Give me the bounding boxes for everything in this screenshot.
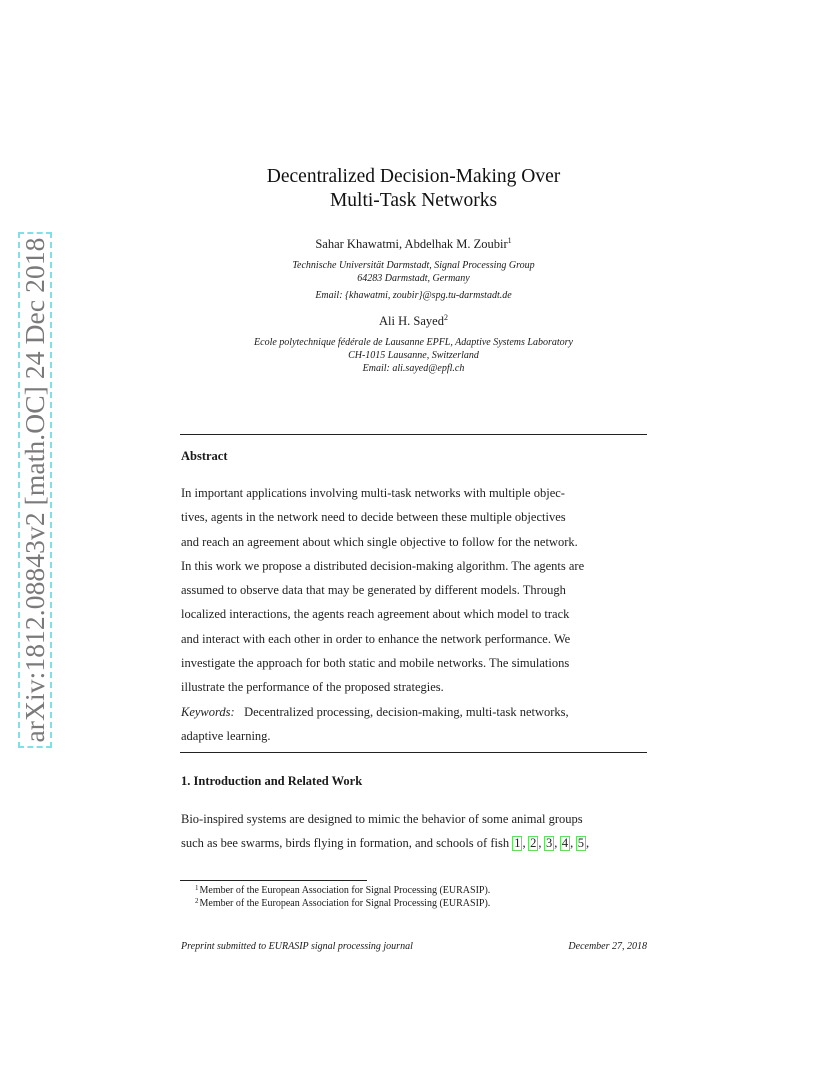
authors-1-footnote-mark[interactable]: 1 — [507, 236, 512, 245]
arxiv-stamp[interactable]: arXiv:1812.08843v2 [math.OC] 24 Dec 2018 — [19, 237, 50, 743]
keywords-text: Decentralized processing, decision-making, multi-task networks, — [244, 704, 569, 719]
footnote-text: Member of the European Association for Signal Processing (EURASIP). — [199, 898, 491, 909]
authors-2-names: Ali H. Sayed — [379, 314, 444, 328]
citation-link[interactable]: 3 — [545, 836, 553, 851]
affiliation-1-line-2: 64283 Darmstadt, Germany — [357, 273, 470, 284]
abstract-line: investigate the approach for both static and mobile networks. The simulations — [181, 656, 570, 671]
footnote-text: Member of the European Association for Signal Processing (EURASIP). — [199, 885, 491, 896]
footnote-2 — [195, 895, 490, 910]
affiliation-1-email: Email: {khawatmi, zoubir}@spg.tu-darmstadt.de — [315, 290, 512, 301]
affiliation-2-email: Email: ali.sayed@epfl.ch — [362, 363, 465, 374]
intro-paragraph — [181, 807, 647, 856]
paper-title-line-2: Multi-Task Networks — [329, 190, 498, 211]
abstract-line: localized interactions, the agents reach agreement about which model to track — [181, 607, 570, 622]
intro-line-2: such as bee swarms, birds flying in formation, and schools of fish 1 , 2 , 3 , 4 , 5 , — [181, 836, 590, 851]
abstract-line: In important applications involving multi-task networks with multiple objec- — [181, 486, 565, 500]
abstract-line: tives, agents in the network need to decide between these multiple objectives — [181, 510, 566, 525]
abstract-line: illustrate the performance of the proposed strategies. — [181, 680, 444, 695]
abstract-bottom-rule — [180, 752, 647, 753]
abstract-line: and reach an agreement about which single objective to follow for the network. — [181, 534, 578, 549]
authors-1-names: Sahar Khawatmi, Abdelhak M. Zoubir — [315, 237, 508, 251]
abstract-line: In this work we propose a distributed decision-making algorithm. The agents are — [181, 558, 585, 573]
abstract-line: assumed to observe data that may be generated by different models. Through — [181, 583, 566, 598]
affiliation-1-line-1: Technische Universität Darmstadt, Signal Processing Group — [292, 260, 535, 271]
footnote-mark: 1 — [195, 884, 199, 892]
authors-group-2 — [180, 313, 647, 329]
abstract-top-rule — [180, 434, 647, 435]
footnote-mark: 2 — [195, 897, 199, 905]
citation-link[interactable]: 4 — [561, 836, 569, 851]
intro-line-2-text: such as bee swarms, birds flying in formation, and schools of fish — [181, 836, 513, 851]
section-heading: 1. Introduction and Related Work — [181, 774, 363, 788]
citation-link[interactable]: 5 — [577, 836, 585, 851]
authors-group-1 — [180, 236, 647, 252]
abstract-line: and interact with each other in order to enhance the network performance. We — [181, 631, 571, 646]
keywords-line-2: adaptive learning. — [181, 728, 271, 743]
intro-line-2-end: , — [586, 836, 590, 851]
footer-preprint-note: Preprint submitted to EURASIP signal processing journal — [181, 941, 413, 952]
abstract-heading: Abstract — [181, 449, 228, 463]
footer-date: December 27, 2018 — [568, 941, 647, 952]
keywords-label: Keywords: — [181, 704, 235, 719]
authors-2-footnote-mark[interactable]: 2 — [443, 313, 448, 322]
intro-line-1: Bio-inspired systems are designed to mimic the behavior of some animal groups — [181, 812, 583, 826]
affiliation-2-line-1: Ecole polytechnique fédérale de Lausanne EPFL, Adaptive Systems Laboratory — [254, 337, 573, 348]
paper-title-line-1: Decentralized Decision-Making Over — [266, 166, 561, 187]
affiliation-2-line-2: CH-1015 Lausanne, Switzerland — [348, 350, 479, 361]
abstract-body — [181, 481, 647, 748]
citation-link[interactable]: 1 — [514, 836, 521, 851]
keywords-line-1 — [181, 700, 647, 724]
citation-link[interactable]: 2 — [530, 836, 537, 851]
footnote-rule — [180, 880, 367, 881]
